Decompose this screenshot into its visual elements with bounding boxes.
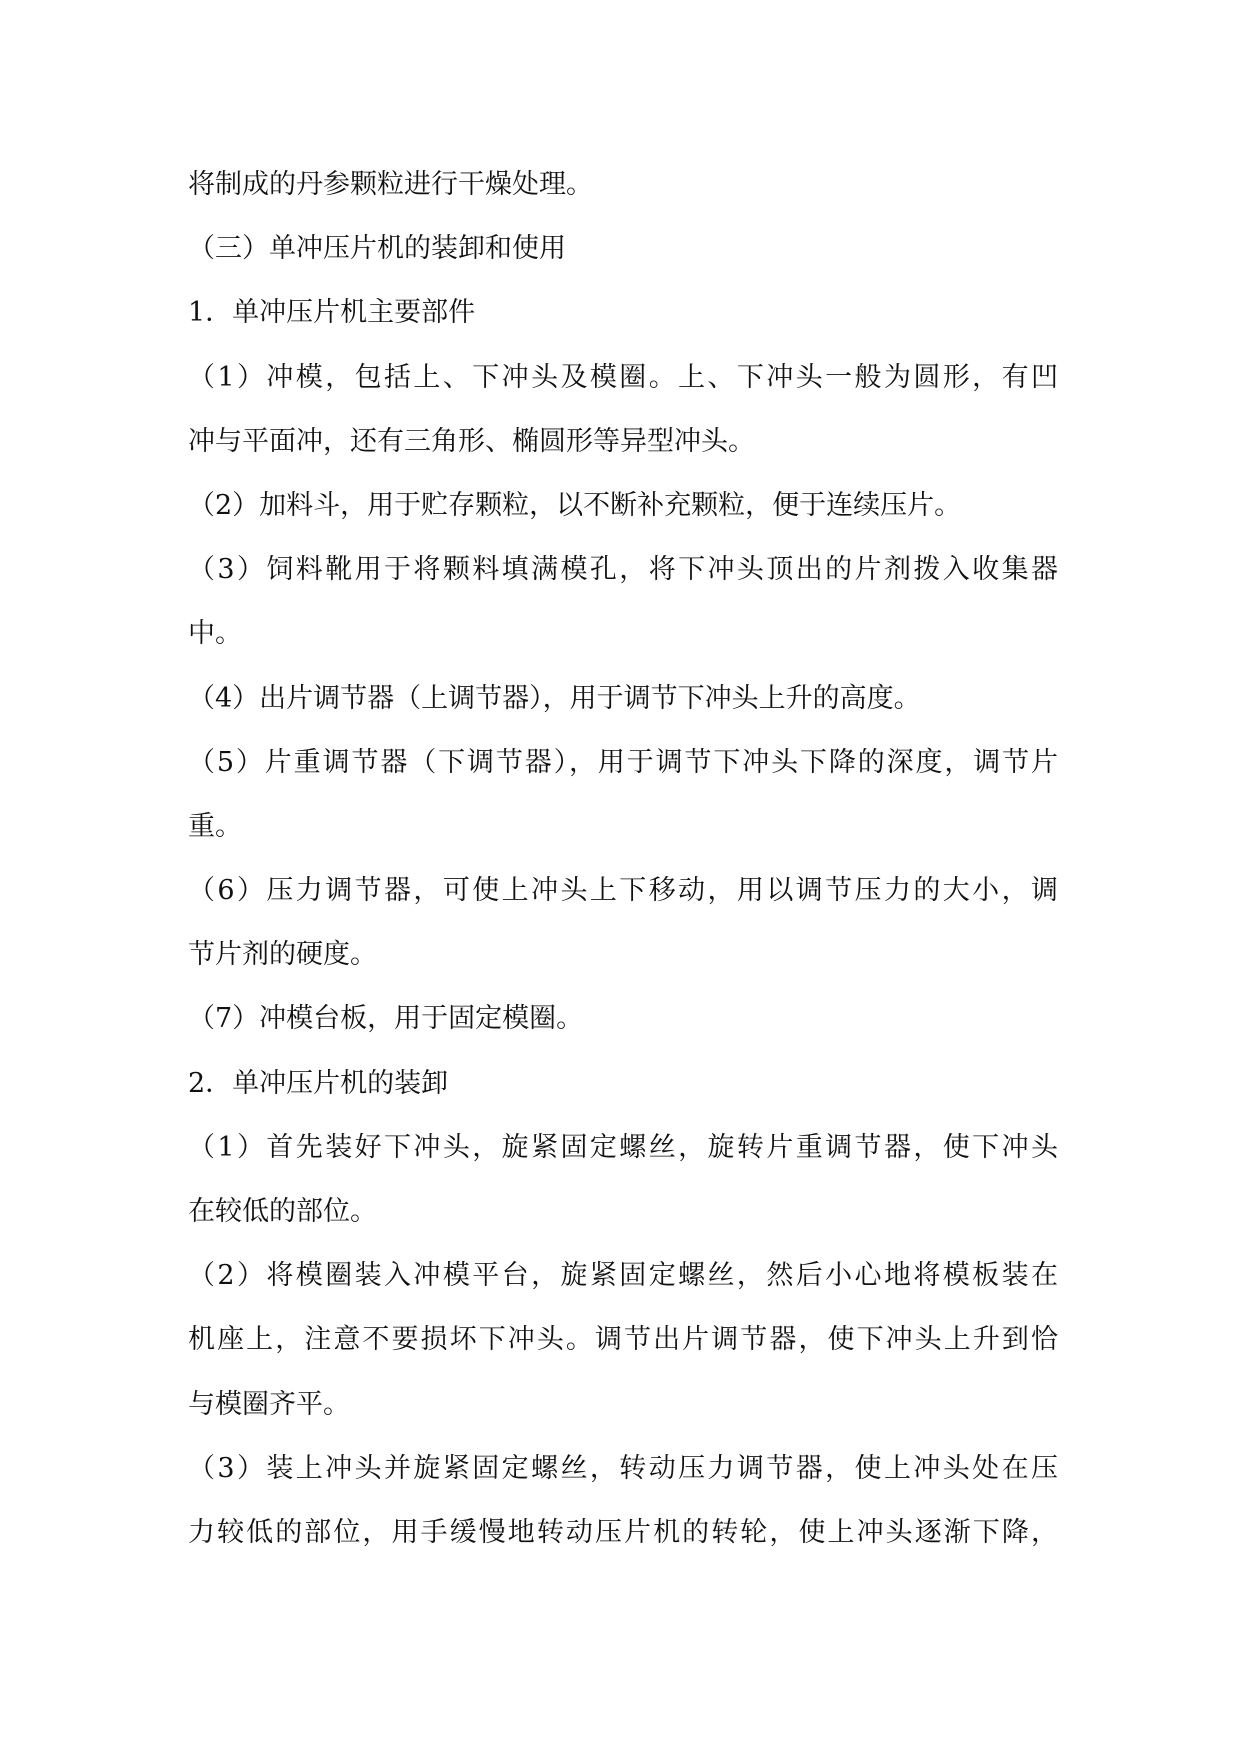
text-line: （3）饲料靴用于将颗料填满模孔，将下冲头顶出的片剂拨入收集器	[188, 554, 1058, 586]
text-line: （4）出片调节器（上调节器），用于调节下冲头上升的高度。	[188, 682, 921, 714]
text-line: （2）将模圈装入冲模平台，旋紧固定螺丝，然后小心地将模板装在	[188, 1260, 1058, 1292]
text-line: （1）冲模，包括上、下冲头及模圈。上、下冲头一般为圆形，有凹	[188, 361, 1058, 393]
text-line: （5）片重调节器（下调节器），用于调节下冲头下降的深度，调节片	[188, 746, 1058, 778]
text-line: （三）单冲压片机的装卸和使用	[188, 233, 566, 265]
document-body	[188, 153, 1058, 1565]
text-line: 冲与平面冲，还有三角形、椭圆形等异型冲头。	[188, 425, 755, 457]
text-line: 力较低的部位，用手缓慢地转动压片机的转轮，使上冲头逐渐下降，	[188, 1516, 1058, 1548]
text-line: 与模圈齐平。	[188, 1388, 350, 1420]
text-line: （7）冲模台板，用于固定模圈。	[188, 1003, 584, 1035]
text-line: （3）装上冲头并旋紧固定螺丝，转动压力调节器，使上冲头处在压	[188, 1452, 1058, 1484]
text-line: （2）加料斗，用于贮存颗粒，以不断补充颗粒，便于连续压片。	[188, 489, 962, 521]
text-line: 2．单冲压片机的装卸	[188, 1067, 449, 1099]
text-line: （6）压力调节器，可使上冲头上下移动，用以调节压力的大小，调	[188, 875, 1058, 907]
text-line: 1．单冲压片机主要部件	[188, 297, 476, 329]
text-line: 将制成的丹参颗粒进行干燥处理。	[188, 169, 593, 200]
text-line: （1）首先装好下冲头，旋紧固定螺丝，旋转片重调节器，使下冲头	[188, 1131, 1058, 1163]
text-line: 在较低的部位。	[188, 1196, 377, 1227]
text-line: 节片剂的硬度。	[188, 939, 377, 971]
text-line: 机座上，注意不要损坏下冲头。调节出片调节器，使下冲头上升到恰	[188, 1324, 1058, 1356]
text-line: 重。	[188, 810, 242, 842]
text-line: 中。	[188, 618, 242, 650]
